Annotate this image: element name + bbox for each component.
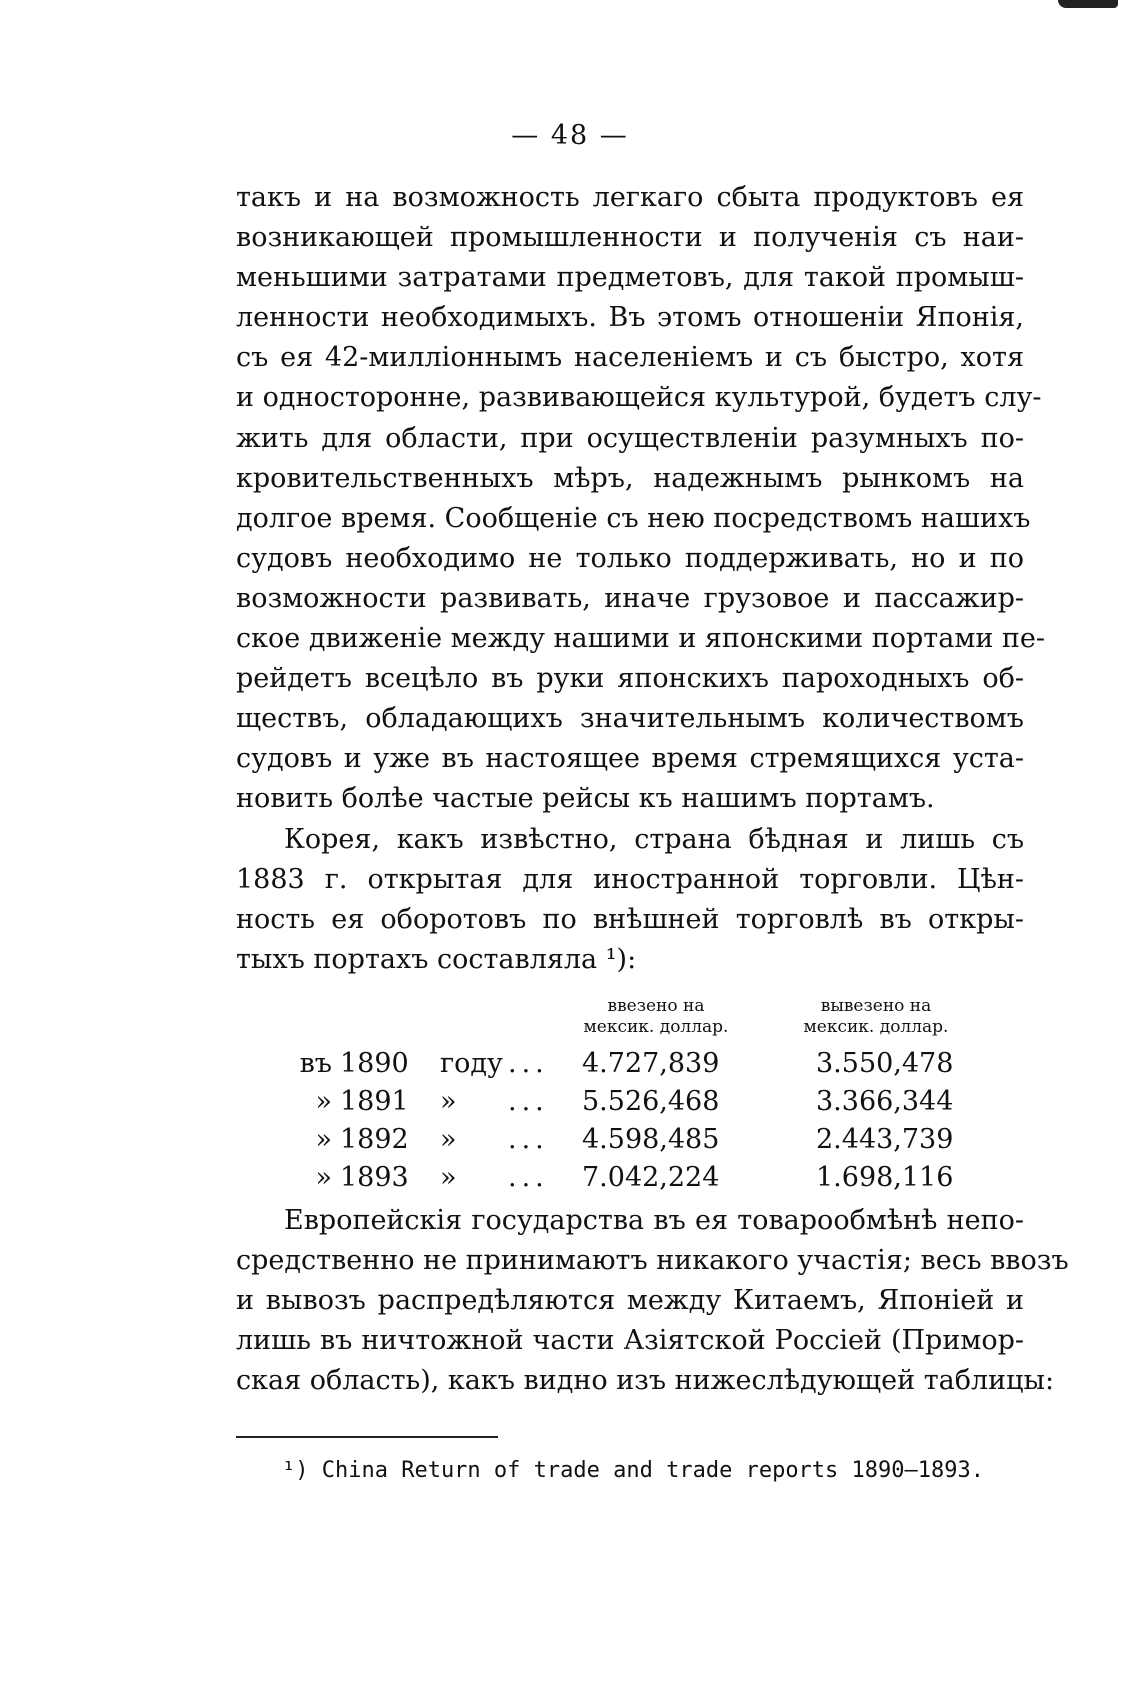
text-line: возможности развивать, иначе грузовое и пассажир-: [236, 582, 1024, 614]
column-header-line: мексик. доллар.: [803, 1017, 949, 1037]
text-line: и односторонне, развивающейся культурой, будетъ слу-: [236, 382, 1042, 414]
column-header-line: мексик. доллар.: [583, 1017, 729, 1037]
row-leader-dots: ...: [508, 1048, 549, 1079]
export-value: 1.698,116: [816, 1162, 954, 1193]
text-line: новить болѣе частые рейсы къ нашимъ портамъ.: [236, 783, 935, 815]
row-word: »: [440, 1162, 457, 1193]
export-value: 3.550,478: [816, 1048, 954, 1079]
text-line: Европейскія государства въ ея товарообмѣнѣ непо-: [284, 1205, 1024, 1236]
text-line: судовъ и уже въ настоящее время стремящихся уста-: [236, 743, 1024, 775]
table-row: [236, 1082, 1024, 1122]
import-value: 7.042,224: [582, 1162, 720, 1193]
text-line: такъ и на возможность легкаго сбыта продуктовъ ея: [236, 182, 1024, 213]
row-year: 1891: [340, 1086, 409, 1117]
text-line: Корея, какъ извѣстно, страна бѣдная и лишь съ: [284, 823, 1024, 855]
row-prefix: »: [315, 1086, 332, 1117]
row-prefix: »: [315, 1124, 332, 1155]
text-line: средственно не принимаютъ никакого участія; весь ввозъ: [236, 1245, 1069, 1277]
import-value: 4.598,485: [582, 1124, 720, 1155]
footnote-divider: [236, 1436, 498, 1438]
table-row: [236, 1044, 1024, 1084]
row-year: 1893: [340, 1162, 409, 1193]
text-line: ленности необходимыхъ. Въ этомъ отношеніи Японія,: [236, 302, 1024, 334]
text-line: возникающей промышленности и полученія съ наи-: [236, 222, 1024, 254]
row-word: году: [440, 1048, 503, 1079]
text-line: кровительственныхъ мѣръ, надежнымъ рынкомъ на: [236, 462, 1024, 494]
row-prefix: въ: [299, 1048, 332, 1079]
import-value: 5.526,468: [582, 1086, 720, 1117]
column-header-import: [556, 996, 756, 1038]
row-word: »: [440, 1124, 457, 1155]
row-prefix: »: [315, 1162, 332, 1193]
text-line: ществъ, обладающихъ значительнымъ количествомъ: [236, 703, 1024, 735]
row-year: 1892: [340, 1124, 409, 1155]
import-value: 4.727,839: [582, 1048, 720, 1079]
column-header-export: [776, 996, 976, 1038]
table-row: [236, 1120, 1024, 1160]
text-line: ность ея оборотовъ по внѣшней торговлѣ въ откры-: [236, 903, 1024, 935]
row-word: »: [440, 1086, 457, 1117]
text-line: 1883 г. открытая для иностранной торговли. Цѣн-: [236, 863, 1024, 895]
export-value: 2.443,739: [816, 1124, 954, 1155]
export-value: 3.366,344: [816, 1086, 954, 1117]
ink-smudge: [1058, 0, 1118, 8]
row-leader-dots: ...: [508, 1124, 549, 1155]
text-line: рейдетъ всецѣло въ руки японскихъ пароходныхъ об-: [236, 663, 1024, 695]
paragraph-continuation: [236, 178, 1045, 980]
column-header-line: вывезено на: [820, 996, 932, 1016]
page-number: — 48 —: [511, 120, 629, 151]
text-line: тыхъ портахъ составляла ¹):: [236, 943, 637, 975]
text-line: меньшими затратами предметовъ, для такой промыш-: [236, 262, 1024, 294]
text-line: и вывозъ распредѣляются между Китаемъ, Японіей и: [236, 1285, 1024, 1317]
text-line: судовъ необходимо не только поддерживать, но и по: [236, 542, 1024, 574]
text-line: съ ея 42-милліоннымъ населеніемъ и съ быстро, хотя: [236, 342, 1024, 374]
row-leader-dots: ...: [508, 1086, 549, 1117]
paragraph-europe: [236, 1201, 1069, 1401]
footnote: ¹) China Return of trade and trade reports 1890—1893.: [282, 1458, 984, 1483]
row-year: 1890: [340, 1048, 409, 1079]
text-line: жить для области, при осуществленіи разумныхъ по-: [236, 422, 1024, 454]
row-leader-dots: ...: [508, 1162, 549, 1193]
column-header-line: ввезено на: [607, 996, 705, 1016]
text-line: ская область), какъ видно изъ нижеслѣдующей таблицы:: [236, 1365, 1055, 1397]
text-line: ское движеніе между нашими и японскими портами пе-: [236, 623, 1045, 655]
table-row: [236, 1158, 1024, 1198]
text-line: лишь въ ничтожной части Азіятской Россіей (Примор-: [236, 1325, 1024, 1357]
text-line: долгое время. Сообщеніе съ нею посредствомъ нашихъ: [236, 502, 1031, 534]
